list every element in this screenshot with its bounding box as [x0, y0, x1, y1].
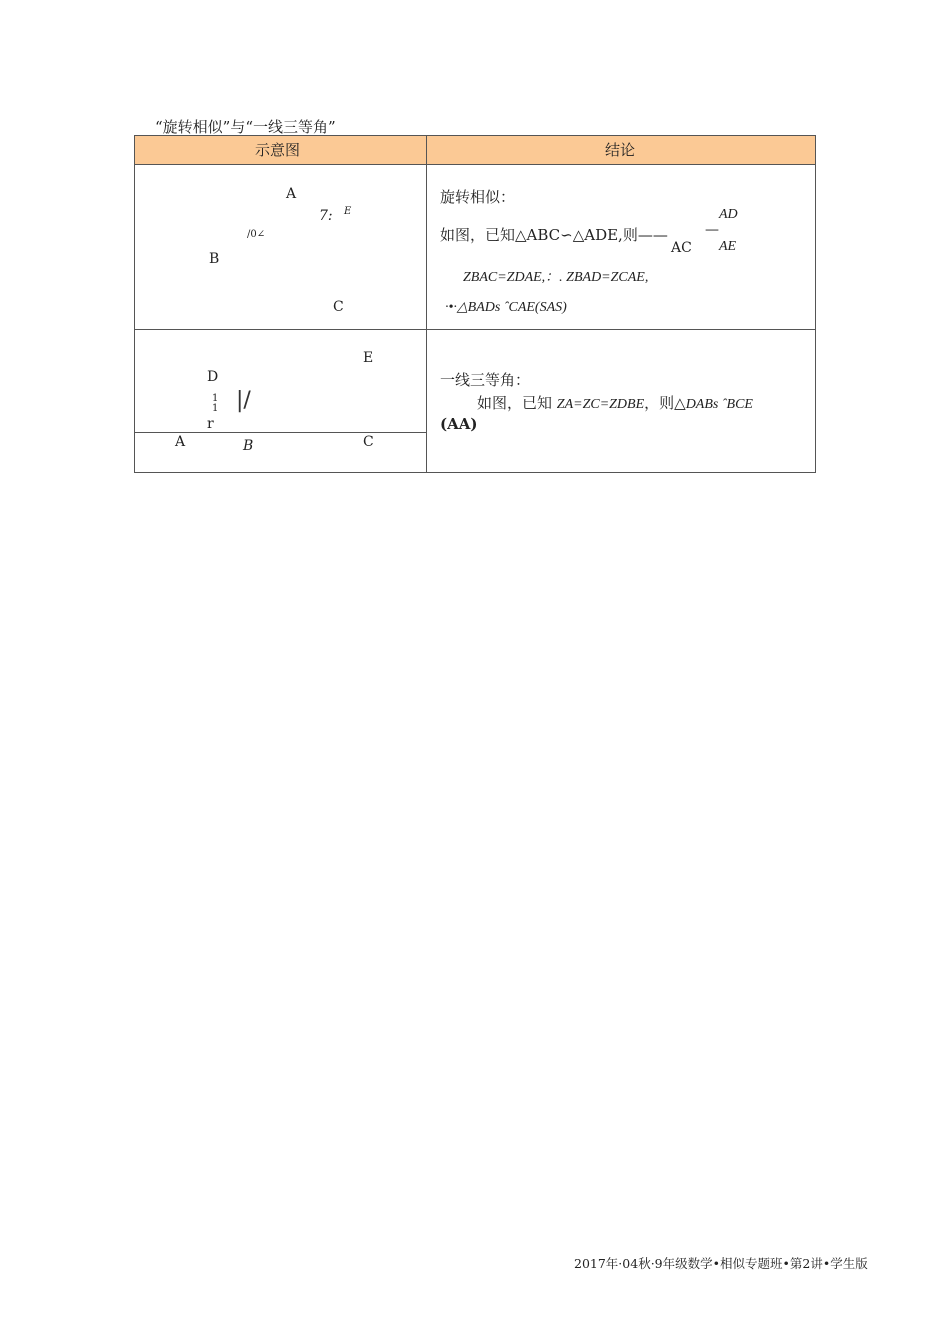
diagram-baseline — [135, 432, 426, 433]
label-b2: B — [243, 438, 254, 454]
label-b: B — [209, 251, 220, 267]
fraction-top: AD — [719, 207, 738, 222]
label-e: E — [363, 350, 374, 366]
table-header — [135, 136, 815, 165]
label-d: D — [207, 369, 219, 385]
page-title: “旋转相似”与“一线三等角” — [155, 118, 336, 136]
page-footer: 2017年·04秋·9年级数学•相似专题班•第2讲•学生版 — [574, 1256, 868, 1271]
three-angle-line2: (AA) — [440, 415, 478, 433]
three-angle-heading: 一线三等角： — [440, 371, 531, 389]
label-one-2: 1 — [212, 403, 219, 414]
label-a: A — [286, 186, 297, 202]
three-angle-line1: 如图，已知 ZA=ZC=ZDBE，则△DABs ˆBCE — [477, 394, 753, 412]
fraction-bottom-left: AC — [671, 240, 692, 256]
summary-table — [134, 135, 816, 473]
label-mark: 7: — [319, 208, 333, 224]
label-a2: A — [175, 434, 186, 450]
label-one-1: 1 — [212, 393, 219, 404]
rotation-line2: ZBAC=ZDAE,：. ZBAD=ZCAE, — [463, 270, 649, 285]
rotation-heading: 旋转相似： — [440, 188, 516, 206]
header-diagram: 示意图 — [255, 141, 301, 159]
rotation-line3: ·•·△BADs ˆCAE(SAS) — [445, 300, 567, 315]
label-r: r — [207, 416, 214, 432]
row-divider — [135, 329, 815, 330]
fraction-bottom-right: AE — [719, 239, 737, 254]
header-conclusion: 结论 — [605, 141, 636, 159]
label-angle: /0∠ — [247, 229, 266, 240]
column-divider — [426, 136, 427, 472]
fraction-dash: — — [705, 222, 719, 238]
label-e-small: E — [344, 206, 352, 217]
rotation-line1: 如图，已知△ABC∽△ADE,则—— — [440, 226, 668, 244]
slash-mark: |/ — [236, 388, 251, 413]
label-c: C — [333, 299, 344, 315]
label-c2: C — [363, 434, 374, 450]
